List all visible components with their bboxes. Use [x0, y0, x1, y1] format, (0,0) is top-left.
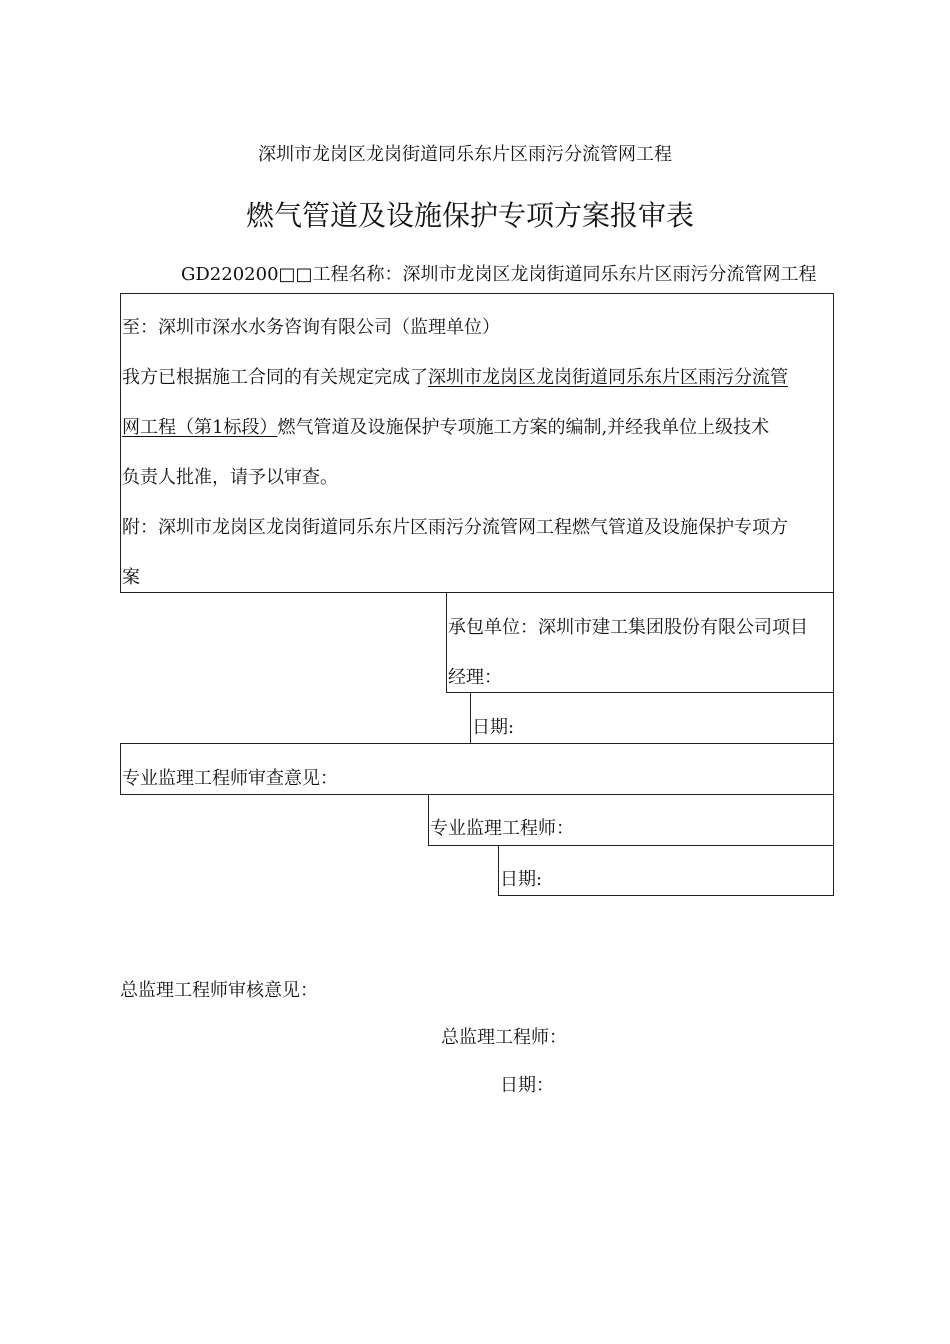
contractor-line-1: 承包单位：深圳市建工集团股份有限公司项目	[448, 617, 808, 638]
contractor-date-box	[470, 692, 834, 744]
project-name-label: 工程名称：	[312, 264, 403, 285]
body-line-1	[122, 366, 788, 390]
supervisor-date-box	[498, 845, 834, 896]
body-line-2-rest: 燃气管道及设施保护专项施工方案的编制,并经我单位上级技术	[277, 417, 770, 438]
supervisor-date-label: 日期:	[500, 869, 543, 890]
project-name-underlined-1: 深圳市龙岗区龙岗街道同乐东片区雨污分流管	[428, 367, 788, 388]
chief-date-label: 日期：	[500, 1075, 554, 1096]
chief-engineer-label: 总监理工程师：	[441, 1027, 567, 1048]
to-line: 至：深圳市深水水务咨询有限公司（监理单位）	[122, 317, 500, 338]
contractor-date-label: 日期:	[472, 717, 515, 738]
supervisor-opinion-label: 专业监理工程师审查意见：	[122, 768, 338, 789]
project-name-row	[181, 263, 817, 287]
project-name-value: 深圳市龙岗区龙岗街道同乐东片区雨污分流管网工程	[402, 264, 817, 285]
form-code: GD220200□□	[181, 264, 313, 285]
attachment-line-1: 附：深圳市龙岗区龙岗街道同乐东片区雨污分流管网工程燃气管道及设施保护专项方	[122, 517, 788, 538]
body-line-3: 负责人批准，请予以审查。	[122, 467, 338, 488]
attachment-line-2: 案	[122, 567, 140, 588]
project-name-underlined-2: 网工程（第1标段）	[122, 417, 278, 438]
chief-opinion-label: 总监理工程师审核意见：	[120, 980, 318, 1001]
contractor-box	[446, 592, 834, 693]
contractor-manager-label: 经理：	[448, 667, 502, 688]
form-title: 燃气管道及设施保护专项方案报审表	[246, 199, 695, 232]
body-line-2	[122, 416, 769, 440]
project-line: 深圳市龙岗区龙岗街道同乐东片区雨污分流管网工程	[258, 144, 672, 165]
supervisor-engineer-label: 专业监理工程师：	[430, 818, 574, 839]
body-line-1-prefix: 我方已根据施工合同的有关规定完成了	[122, 367, 428, 388]
